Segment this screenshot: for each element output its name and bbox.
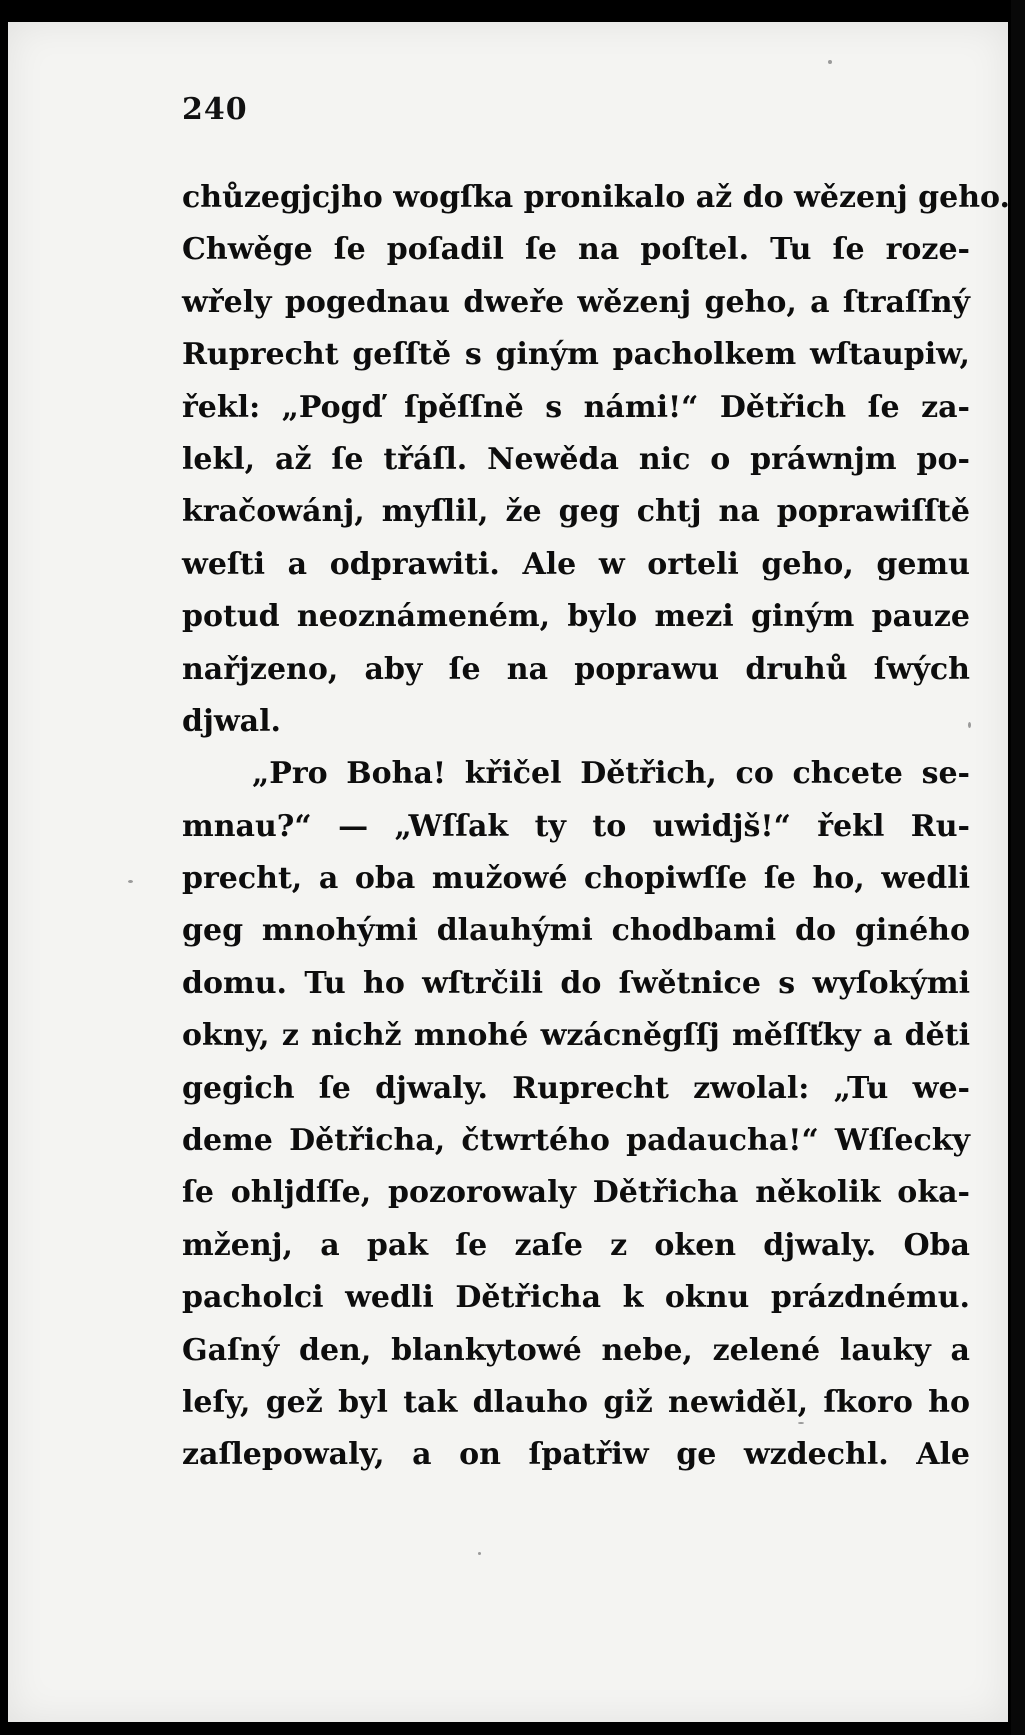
text-line: Chwěge ſe poſadil ſe na poſtel. Tu ſe roze- bbox=[182, 232, 970, 268]
text-line: mnau?“ — „Wſſak ty to uwidjš!“ řekl Ru- bbox=[182, 808, 970, 844]
text-line: okny, z nichž mnohé wzácněgſſj měſſťky a děti bbox=[182, 1018, 970, 1054]
text-line: potud neoznámeném, bylo mezi giným pauze bbox=[182, 599, 970, 635]
text-line: weſti a odprawiti. Ale w orteli geho, gemu bbox=[182, 546, 970, 582]
paper-speck bbox=[828, 60, 832, 64]
text-line: kračowánj, myſlil, že geg chtj na poprawiſſtě bbox=[182, 494, 970, 530]
text-line: zaſlepowaly, a on ſpatřiw ge wzdechl. Ale bbox=[182, 1437, 970, 1473]
text-line: Gaſný den, blankytowé nebe, zelené lauky a bbox=[182, 1332, 970, 1368]
text-line: wřely pogednau dweře wězenj geho, a ſtraſſný bbox=[182, 284, 970, 320]
text-line: leſy, gež byl tak dlauho giž newiděl, ſkoro ho bbox=[182, 1384, 970, 1420]
page-number: 240 bbox=[182, 92, 248, 127]
text-line: „Pro Boha! křičel Dětřich, co chcete se- bbox=[252, 756, 970, 792]
text-line: Ruprecht geſſtě s giným pacholkem wſtaupiw, bbox=[182, 337, 970, 373]
scan-edge bbox=[1011, 0, 1025, 1735]
text-line: řekl: „Pogď ſpěſſně s námi!“ Dětřich ſe za- bbox=[182, 389, 970, 425]
text-line: ſe ohljdſſe, pozorowaly Dětřicha několik oka- bbox=[182, 1175, 970, 1211]
page-body-text bbox=[182, 172, 1010, 1482]
text-line: nařjzeno, aby ſe na poprawu druhů ſwých bbox=[182, 651, 970, 687]
text-line: lekl, až ſe třáſl. Newěda nic o práwnjm po- bbox=[182, 441, 970, 477]
text-line: deme Dětřicha, čtwrtého padaucha!“ Wſſecky bbox=[182, 1123, 970, 1159]
text-line: mženj, a pak ſe zaſe z oken djwaly. Oba bbox=[182, 1227, 970, 1263]
text-line: domu. Tu ho wſtrčili do ſwětnice s wyſokými bbox=[182, 965, 970, 1001]
paper-speck bbox=[128, 880, 133, 883]
text-line: gegich ſe djwaly. Ruprecht zwolal: „Tu we- bbox=[182, 1070, 970, 1106]
text-line: geg mnohými dlauhými chodbami do giného bbox=[182, 913, 970, 949]
text-line: chůzegjcjho wogſka pronikalo až do wězenj geho. bbox=[182, 180, 1010, 215]
text-line: precht, a oba mužowé chopiwſſe ſe ho, wedli bbox=[182, 861, 970, 897]
paper-speck bbox=[478, 1552, 481, 1555]
text-line: djwal. bbox=[182, 703, 281, 739]
text-line: pacholci wedli Dětřicha k oknu prázdnému. bbox=[182, 1280, 970, 1316]
